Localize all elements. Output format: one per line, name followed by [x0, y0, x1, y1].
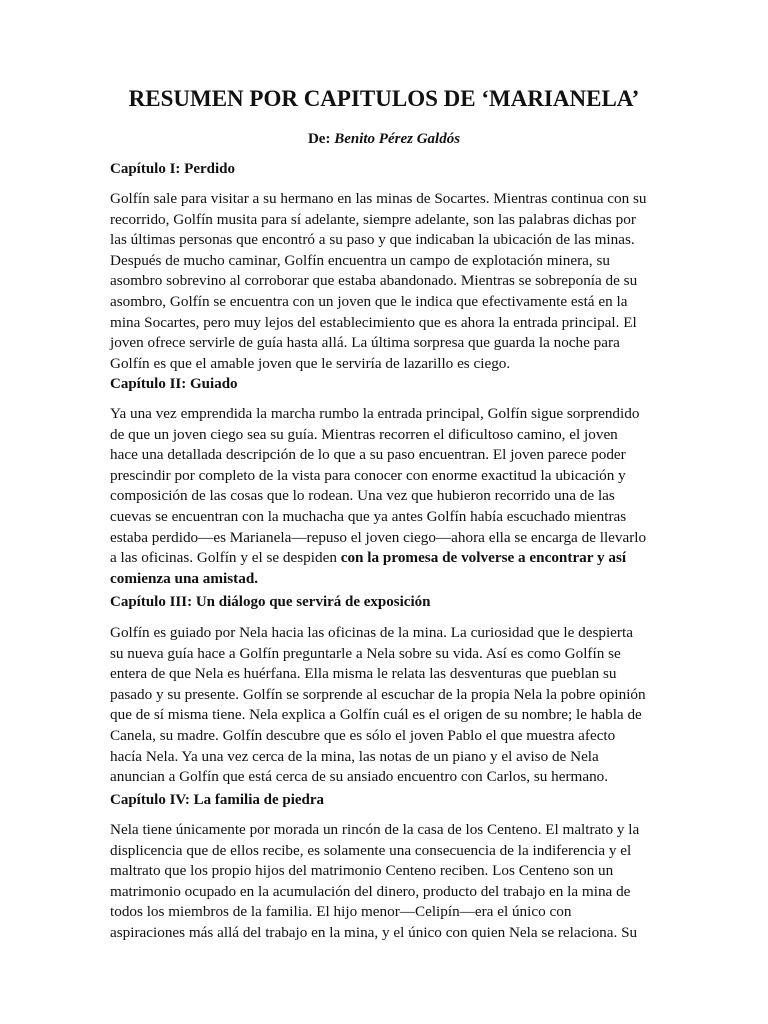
chapter-2-heading: Capítulo II: Guiado: [110, 376, 238, 392]
chapter-1-line: las últimas personas que encontró a su paso y que indicaban la ubicación de las minas.: [110, 231, 635, 249]
chapter-2-line: prescindir por completo de la vista para conocer con enorme exactitud la ubicación y: [110, 466, 626, 484]
chapter-2-paragraph: [110, 404, 658, 589]
chapter-4-heading: Capítulo IV: La familia de piedra: [110, 792, 325, 808]
chapter-3-line: pasado y su presente. Golfín se sorprende al escuchar de la propia Nela la pobre opinión: [110, 685, 646, 703]
chapter-2-line: estaba perdido—es Marianela—repuso el joven ciego—ahora ella se encarga de llevarlo: [110, 528, 647, 546]
chapter-2-line: Ya una vez emprendida la marcha rumbo la entrada principal, Golfín sigue sorprendido: [110, 405, 640, 422]
chapter-4-line: matrimonio ocupado en la acumulación del dinero, producto del trabajo en la mina de: [110, 882, 631, 900]
chapter-2-line: composición de las cosas que lo rodean. Una vez que hubieron recorrido una de las: [110, 487, 615, 505]
chapter-2-plain-text: a las oficinas. Golfín y el se despiden: [110, 549, 341, 567]
chapter-4-line: Nela tiene únicamente por morada un rincón de la casa de los Centeno. El maltrato y la: [110, 821, 640, 838]
chapter-2-line: hace una detallada descripción de lo que a su paso encuentran. El joven parece poder: [110, 446, 626, 464]
chapter-4-line: displicencia que de ellos recibe, es solamente una consecuencia de la indiferencia y el: [110, 841, 632, 859]
author-prefix: De:: [307, 131, 331, 147]
chapter-1-line: mina Socartes, pero muy lejos del establecimiento que es ahora la entrada principal. El: [110, 313, 637, 331]
chapter-1-line: joven ofrece servirle de guía hasta allá. La última sorpresa que guarda la noche para: [110, 334, 620, 352]
author-name: Benito Pérez Galdós: [334, 131, 461, 147]
chapter-3-heading: Capítulo III: Un diálogo que servirá de exposición: [110, 594, 431, 610]
chapter-1-line: asombro, Golfín se encuentra con un joven que le indica que efectivamente está en la: [110, 292, 628, 310]
chapter-1-line: recorrido, Golfín musita para sí adelante, siempre adelante, son las palabras dichas por: [110, 210, 636, 228]
chapter-1-line: asombro sobrevino al corroborar que estaba abandonado. Mientras se sobreponía de su: [110, 272, 638, 290]
chapter-4-line: todos los miembros de la familia. El hijo menor—Celipín—era el único con: [110, 903, 572, 921]
chapter-3-line: entera de que Nela es huérfana. Ella misma le relata las desventuras que pueblan su: [110, 665, 617, 683]
document-title: RESUMEN POR CAPITULOS DE ‘MARIANELA’: [128, 86, 640, 111]
chapter-3-line: Canela, su madre. Golfín descubre que es sólo el joven Pablo el que muestra afecto: [110, 726, 616, 744]
chapter-4-paragraph: [110, 820, 658, 944]
chapter-1-line: Después de mucho caminar, Golfín encuentra un campo de explotación minera, su: [110, 251, 610, 269]
chapter-4-line: aspiraciones más allá del trabajo en la mina, y el único con quien Nela se relaciona. Su: [110, 923, 638, 941]
chapter-2-line: cuevas se encuentran con la muchacha que ya antes Golfín había escuchado mientras: [110, 507, 627, 525]
chapter-2-bold-line: comienza una amistad.: [110, 569, 259, 587]
chapter-2-bold-text: con la promesa de volverse a encontrar y así: [340, 549, 627, 567]
chapter-1-paragraph: [110, 189, 658, 374]
chapter-4-line: maltrato que los propio hijos del matrimonio Centeno reciben. Los Centeno son un: [110, 862, 614, 880]
chapter-3-line: su nueva guía hace a Golfín preguntarle a Nela sobre su vida. Así es como Golfín se: [110, 644, 621, 662]
chapter-3-line: que de sí misma tiene. Nela explica a Golfín cuál es el origen de su nombre; le habla de: [110, 706, 642, 724]
chapter-1-line: Golfín es que el amable joven que le serviría de lazarillo es ciego.: [110, 354, 511, 372]
chapter-3-line: Golfín es guiado por Nela hacia las oficinas de la mina. La curiosidad que le despierta: [110, 624, 633, 641]
chapter-2-line: de que un joven ciego sea su guía. Mientras recorren el dificultoso camino, el joven: [110, 425, 618, 443]
author-line: [110, 129, 658, 149]
chapter-3-line: hacía Nela. Ya una vez cerca de la mina, las notas de un piano y el aviso de Nela: [110, 747, 599, 765]
chapter-2-line-mixed: [110, 548, 658, 569]
chapter-1-line: Golfín sale para visitar a su hermano en las minas de Socartes. Mientras continua con su: [110, 190, 647, 207]
chapter-3-paragraph: [110, 623, 658, 788]
chapter-1-heading: Capítulo I: Perdido: [110, 161, 236, 177]
chapter-3-line: anuncian a Golfín que está cerca de su ansiado encuentro con Carlos, su hermano.: [110, 768, 609, 786]
